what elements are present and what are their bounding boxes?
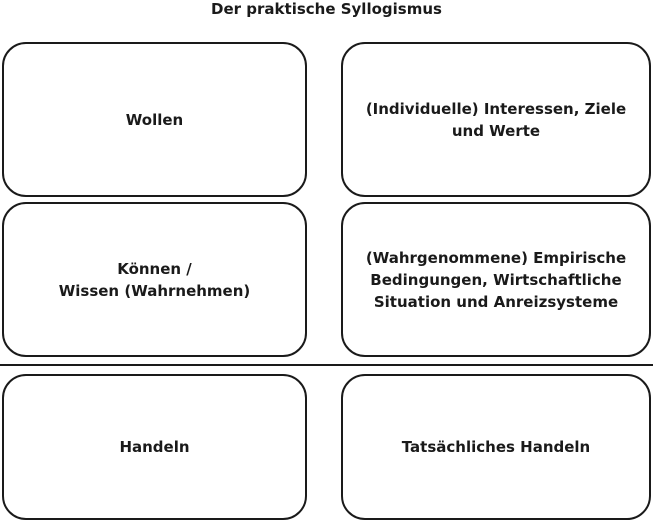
box-interessen-ziele-werte	[341, 42, 651, 197]
box-tatsaechliches-handeln	[341, 374, 651, 520]
box-bedingungen-label: (Wahrgenommene) Empirische Bedingungen, Wirtschaftliche Situation und Anreizsysteme	[365, 248, 627, 311]
box-koennen-wissen	[2, 202, 307, 357]
box-empirische-bedingungen	[341, 202, 651, 357]
box-interessen-label: (Individuelle) Interessen, Ziele und Werte	[365, 99, 627, 140]
box-handeln	[2, 374, 307, 520]
box-wollen-label: Wollen	[125, 110, 184, 129]
section-divider	[0, 364, 653, 366]
box-handeln-label: Handeln	[119, 438, 190, 456]
box-tatsaechliches-label: Tatsächliches Handeln	[401, 438, 591, 456]
diagram-title: Der praktische Syllogismus	[211, 0, 442, 18]
box-koennen-label: Können / Wissen (Wahrnehmen)	[58, 259, 251, 300]
box-wollen	[2, 42, 307, 197]
